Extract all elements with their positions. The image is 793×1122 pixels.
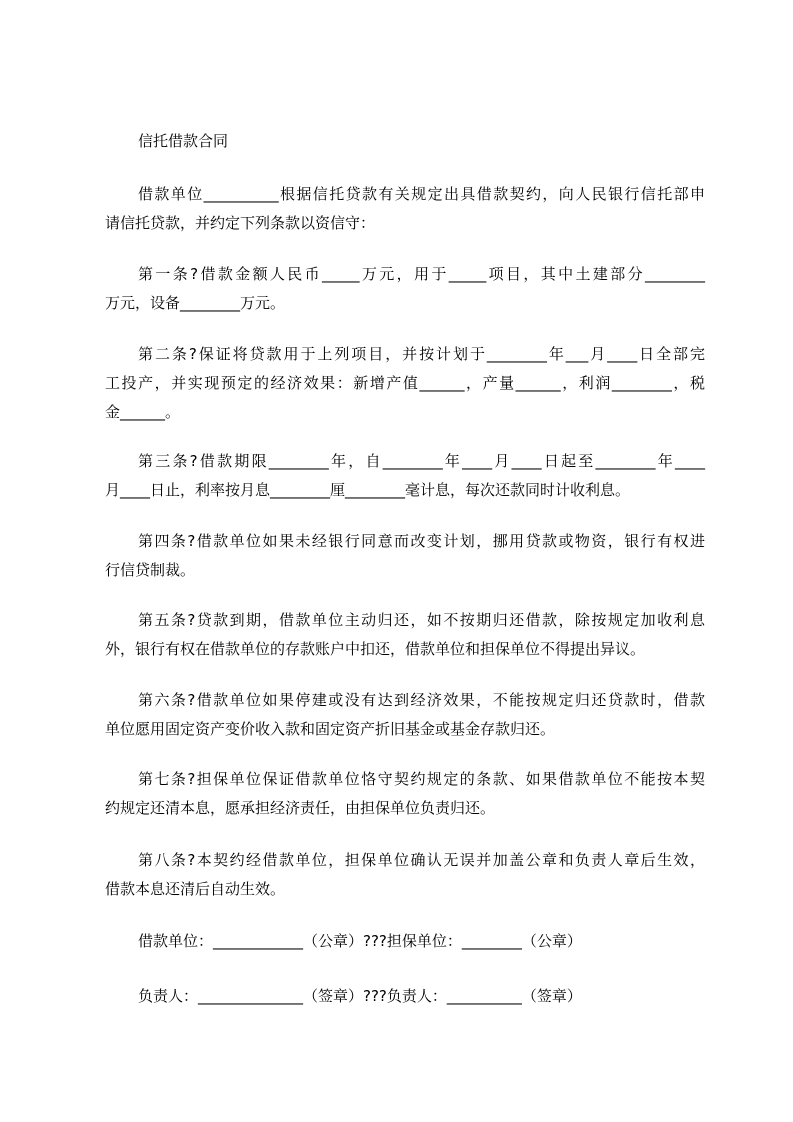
article-2-paragraph [105,340,705,427]
article-6-line-1: 第六条?借款单位如果停建或没有达到经济效果，不能按规定归还贷款时，借款 [138,691,705,709]
article-8-paragraph [105,846,705,904]
article-4-line-2: 行信贷制裁。 [105,561,196,579]
article-7-line-1: 第七条?担保单位保证借款单位恪守契约规定的条款、如果借款单位不能按本契 [138,770,705,788]
article-2-line-1: 第二条?保证将贷款用于上列项目，并按计划于________年___月____日全部完 [138,345,705,363]
signature-units-line: 借款单位：____________（公章）???担保单位：________（公章） [138,932,582,950]
article-3-line-2: 月____日止，利率按月息________厘________毫计息，每次还款同时计收利息。 [105,481,631,499]
article-2-line-2: 工投产，并实现预定的经济效果：新增产值______，产量______，利润________，税 [105,374,705,392]
article-1-line-2: 万元，设备________万元。 [105,294,286,312]
article-1-line-1: 第一条?借款金额人民币_____万元，用于_____项目，其中土建部分________ [138,265,705,283]
article-4-line-1: 第四条?借款单位如果未经银行同意而改变计划，挪用贷款或物资，银行有权进 [138,532,705,550]
intro-line-2: 请信托贷款，并约定下列条款以资信守： [105,214,376,232]
article-4-paragraph [105,527,705,585]
article-2-line-3: 金______。 [105,403,181,421]
document-title: 信托借款合同 [138,132,229,150]
article-1-paragraph [105,260,705,318]
article-8-line-2: 借款本息还清后自动生效。 [105,880,286,898]
article-7-line-2: 约规定还清本息，愿承担经济责任，由担保单位负责归还。 [105,799,496,817]
article-5-line-1: 第五条?贷款到期，借款单位主动归还，如不按期归还借款，除按规定加收利息 [138,611,705,629]
article-3-paragraph [105,447,705,505]
signature-persons-line: 负责人：______________（签章）???负责人：__________（签章） [138,987,582,1005]
intro-paragraph [105,180,705,238]
article-7-paragraph [105,765,705,823]
article-6-line-2: 单位愿用固定资产变价收入款和固定资产折旧基金或基金存款归还。 [105,720,556,738]
article-6-paragraph [105,686,705,744]
article-8-line-1: 第八条?本契约经借款单位，担保单位确认无误并加盖公章和负责人章后生效， [138,851,705,869]
article-5-line-2: 外，银行有权在借款单位的存款账户中扣还，借款单位和担保单位不得提出异议。 [105,640,646,658]
article-3-line-1: 第三条?借款期限________年，自________年____月____日起至________年____ [138,452,705,470]
intro-line-1: 借款单位__________根据信托贷款有关规定出具借款契约，向人民银行信托部申 [138,185,705,203]
article-5-paragraph [105,606,705,664]
